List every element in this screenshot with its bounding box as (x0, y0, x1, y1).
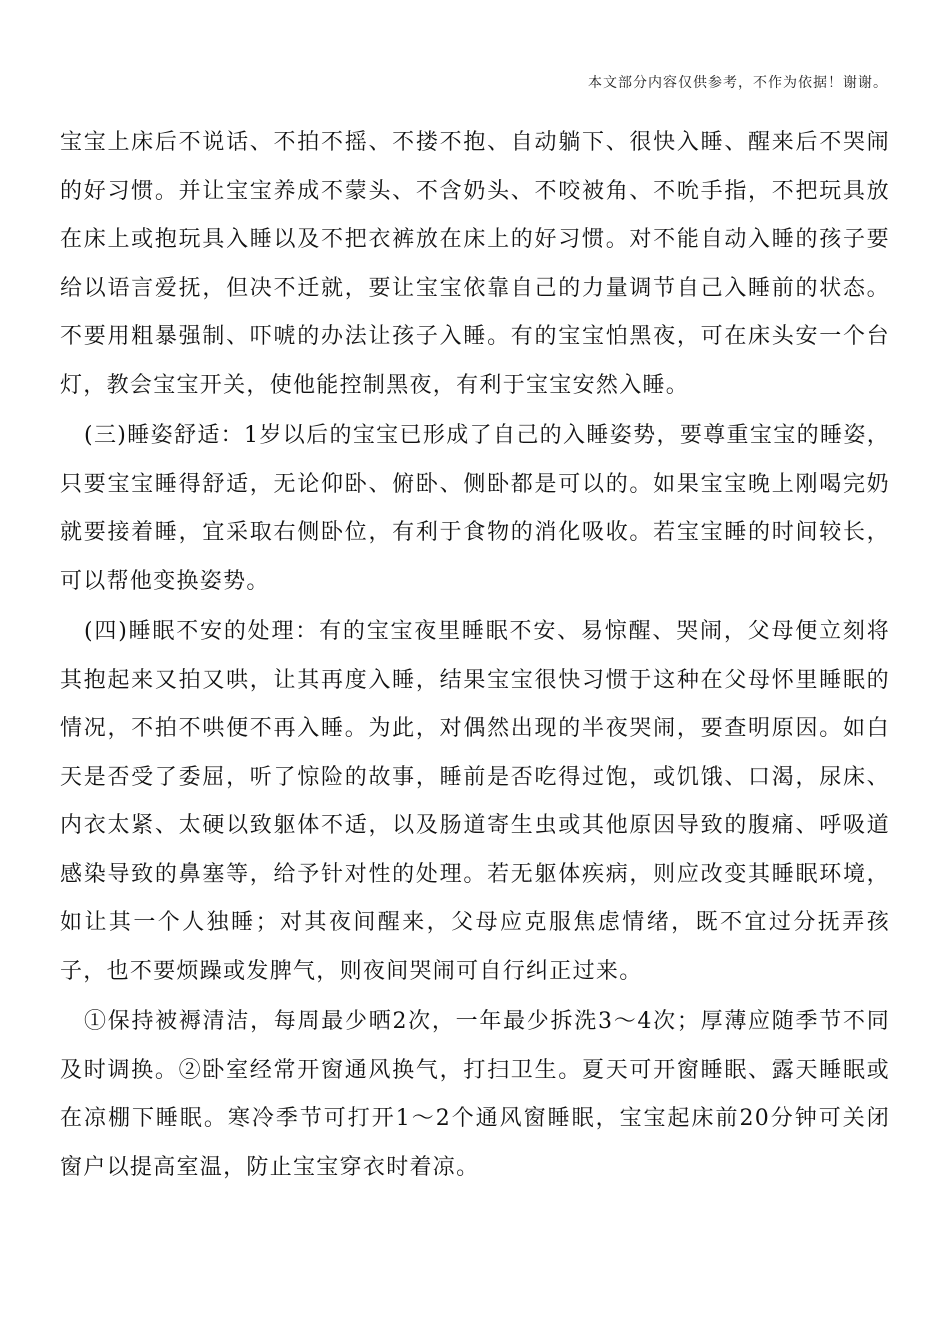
paragraph-sleep-habits: 宝宝上床后不说话、不拍不摇、不搂不抱、自动躺下、很快入睡、醒来后不哭闹的好习惯。并让宝宝养成不蒙头、不含奶头、不咬被角、不吮手指，不把玩具放在床上或抱玩具入睡以及不把衣裤放在床上的好习惯。对不能自动入睡的孩子要给以语言爱抚，但决不迁就，要让宝宝依靠自己的力量调节自己入睡前的状态。不要用粗暴强制、吓唬的办法让孩子入睡。有的宝宝怕黑夜，可在床头安一个台灯，教会宝宝开关，使他能控制黑夜，有利于宝宝安然入睡。 (60, 130, 890, 398)
article-body (60, 119, 890, 1192)
paragraph-sleep-posture: (三)睡姿舒适：1岁以后的宝宝已形成了自己的入睡姿势，要尊重宝宝的睡姿，只要宝宝睡得舒适，无论仰卧、俯卧、侧卧都是可以的。如果宝宝晚上刚喝完奶就要接着睡，宜采取右侧卧位，有利于食物的消化吸收。若宝宝睡的时间较长，可以帮他变换姿势。 (60, 423, 890, 594)
paragraph-bedding-ventilation: ①保持被褥清洁，每周最少晒2次，一年最少拆洗3～4次；厚薄应随季节不同及时调换。②卧室经常开窗通风换气，打扫卫生。夏天可开窗睡眠、露天睡眠或在凉棚下睡眠。寒冷季节可打开1～2个通风窗睡眠，宝宝起床前20分钟可关闭窗户以提高室温，防止宝宝穿衣时着凉。 (60, 1009, 890, 1180)
disclaimer-note: 本文部分内容仅供参考，不作为依据！谢谢。 (588, 75, 888, 91)
paragraph-restless-sleep: (四)睡眠不安的处理：有的宝宝夜里睡眠不安、易惊醒、哭闹，父母便立刻将其抱起来又拍又哄，让其再度入睡，结果宝宝很快习惯于这种在父母怀里睡眠的情况，不拍不哄便不再入睡。为此，对偶然出现的半夜哭闹，要查明原因。如白天是否受了委屈，听了惊险的故事，睡前是否吃得过饱，或饥饿、口渴，尿床、内衣太紧、太硬以致躯体不适，以及肠道寄生虫或其他原因导致的腹痛、呼吸道感染导致的鼻塞等，给予针对性的处理。若无躯体疾病，则应改变其睡眠环境，如让其一个人独睡；对其夜间醒来，父母应克服焦虑情绪，既不宜过分抚弄孩子，也不要烦躁或发脾气，则夜间哭闹可自行纠正过来。 (60, 619, 890, 984)
